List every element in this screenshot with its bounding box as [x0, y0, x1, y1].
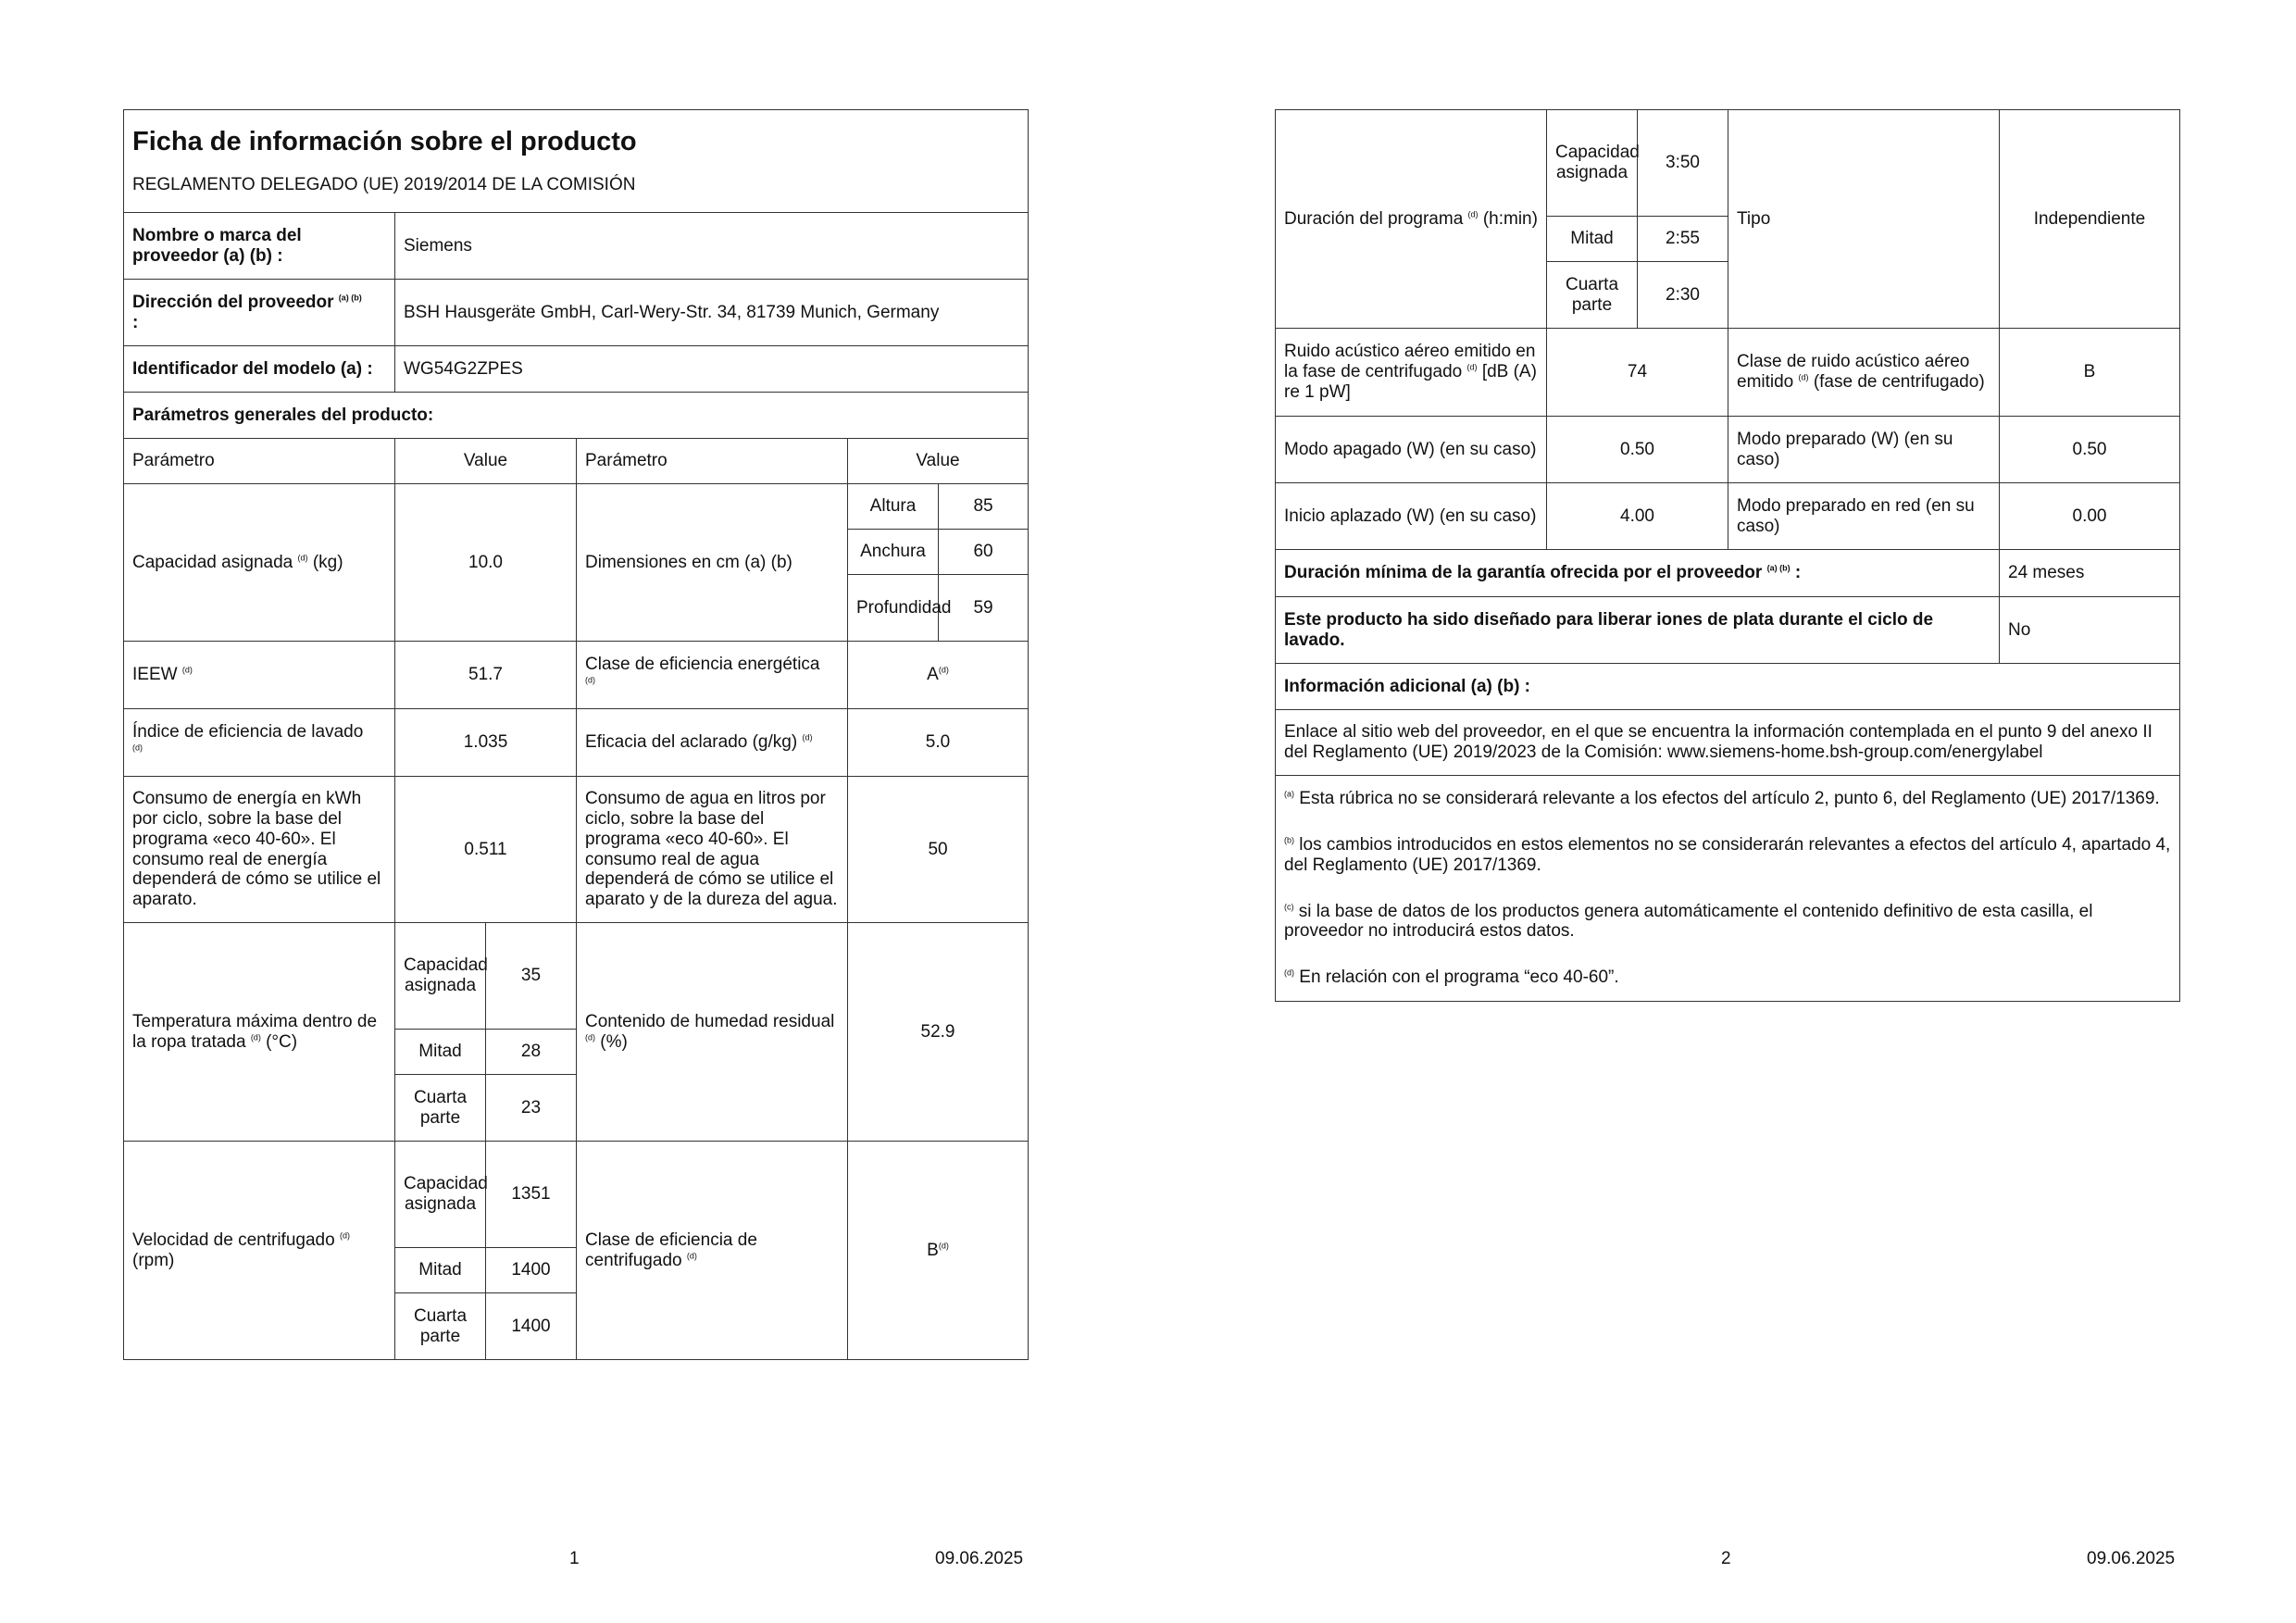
footnote-d: [1284, 968, 2171, 988]
ieew-value: 51.7: [395, 642, 577, 709]
spin-class-sup: (d): [686, 1251, 697, 1261]
spin-speed-label-cell: [124, 1142, 395, 1360]
page-number-1: 1: [569, 1549, 580, 1568]
col-header-value-2: Value: [848, 439, 1029, 484]
network-standby-label: Modo preparado en red (en su caso): [1728, 483, 2000, 550]
delay-start-label: Inicio aplazado (W) (en su caso): [1276, 483, 1547, 550]
energy-consumption-label: Consumo de energía en kWh por ciclo, sobre la base del programa «eco 40-60». El consumo real de energía dependerá de cómo se utilice el aparato.: [124, 777, 395, 923]
off-mode-label: Modo apagado (W) (en su caso): [1276, 417, 1547, 483]
capacity-sup: (d): [297, 553, 308, 563]
off-mode-value: 0.50: [1547, 417, 1728, 483]
page-date-2: 09.06.2025: [2087, 1549, 2176, 1568]
duration-unit: (h:min): [1482, 208, 1538, 229]
temperature-half-label: Mitad: [395, 1030, 486, 1075]
capacity-unit: (kg): [312, 552, 343, 572]
address-label-cell: [124, 280, 395, 346]
address-sup: (a) (b): [338, 293, 362, 303]
duration-quarter-label: Cuarta parte: [1547, 262, 1638, 329]
ieew-label-cell: [124, 642, 395, 709]
page-number-2: 2: [1721, 1549, 1731, 1568]
ieew-label: IEEW: [132, 665, 178, 685]
type-value: Independiente: [2000, 110, 2180, 329]
col-header-param: Parámetro: [124, 439, 395, 484]
temperature-rated-value: 35: [486, 923, 577, 1030]
capacity-label-cell: [124, 484, 395, 642]
wash-index-label: Índice de eficiencia de lavado: [132, 722, 364, 743]
warranty-label: Duración mínima de la garantía ofrecida por el proveedor: [1284, 563, 1763, 583]
rinse-value: 5.0: [848, 709, 1029, 777]
temperature-quarter-label: Cuarta parte: [395, 1075, 486, 1142]
address-label: Dirección del proveedor: [132, 292, 334, 312]
wash-index-sup: (d): [132, 743, 143, 753]
energy-consumption-value: 0.511: [395, 777, 577, 923]
product-info-table-page2: [1275, 109, 2180, 1002]
standby-label: Modo preparado (W) (en su caso): [1728, 417, 2000, 483]
footnote-a: [1284, 789, 2171, 809]
duration-label-cell: [1276, 110, 1547, 329]
capacity-label: Capacidad asignada: [132, 552, 293, 572]
spin-class-value: B: [927, 1240, 939, 1260]
noise-class-label-2: (fase de centrifugado): [1813, 372, 1985, 392]
spin-class-value-cell: [848, 1142, 1029, 1360]
temperature-quarter-value: 23: [486, 1075, 577, 1142]
temperature-unit: (°C): [266, 1031, 298, 1052]
model-value: WG54G2ZPES: [395, 346, 1029, 393]
footnote-c: [1284, 902, 2171, 943]
footnote-c-mark: (c): [1284, 902, 1294, 912]
spin-speed-rated-value: 1351: [486, 1142, 577, 1248]
noise-class-label-cell: [1728, 329, 2000, 417]
dimensions-label: Dimensiones en cm (a) (b): [577, 484, 848, 642]
temperature-sup: (d): [250, 1032, 261, 1042]
warranty-label-cell: [1276, 550, 2000, 597]
dimension-width-label: Anchura: [848, 530, 939, 575]
noise-class-sup: (d): [1798, 372, 1809, 382]
model-label: Identificador del modelo (a) :: [124, 346, 395, 393]
energy-class-label: Clase de eficiencia energética: [585, 655, 820, 675]
spin-class-value-sup: (d): [938, 1241, 949, 1251]
dimension-height-label: Altura: [848, 484, 939, 530]
duration-sup: (d): [1467, 209, 1479, 219]
duration-half-value: 2:55: [1638, 217, 1728, 262]
general-params-heading: Parámetros generales del producto:: [124, 393, 1029, 439]
water-consumption-value: 50: [848, 777, 1029, 923]
supplier-value: Siemens: [395, 213, 1029, 280]
silver-label: Este producto ha sido diseñado para liberar iones de plata durante el ciclo de lavado.: [1276, 597, 2000, 664]
col-header-param-2: Parámetro: [577, 439, 848, 484]
footnote-b-text: los cambios introducidos en estos elementos no se considerarán relevantes a efectos del artículo 4, apartado 4, del Reglamento (UE) 2017/1369.: [1284, 834, 2171, 875]
water-consumption-label: Consumo de agua en litros por ciclo, sobre la base del programa «eco 40-60». El consumo real de agua dependerá de cómo se utilice el aparato y de la dureza del agua.: [577, 777, 848, 923]
duration-rated-label: Capacidad asignada: [1547, 110, 1638, 217]
moisture-label-cell: [577, 923, 848, 1142]
noise-label-cell: [1276, 329, 1547, 417]
page-date-1: 09.06.2025: [935, 1549, 1024, 1568]
noise-value: 74: [1547, 329, 1728, 417]
col-header-value: Value: [395, 439, 577, 484]
spin-speed-quarter-value: 1400: [486, 1293, 577, 1360]
supplier-link-text: Enlace al sitio web del proveedor, en el que se encuentra la información contemplada en el punto 9 del anexo II del Reglamento (UE) 2019/2023 de la Comisión: www.siemens-home.bsh-group.com/energylabel: [1276, 710, 2180, 776]
temperature-half-value: 28: [486, 1030, 577, 1075]
duration-half-label: Mitad: [1547, 217, 1638, 262]
warranty-value: 24 meses: [2000, 550, 2180, 597]
temperature-label-cell: [124, 923, 395, 1142]
footnotes-cell: [1276, 776, 2180, 1002]
supplier-label: Nombre o marca del proveedor (a) (b) :: [124, 213, 395, 280]
duration-rated-value: 3:50: [1638, 110, 1728, 217]
address-colon: :: [132, 312, 139, 332]
capacity-value: 10.0: [395, 484, 577, 642]
warranty-sup: (a) (b): [1766, 563, 1791, 573]
product-info-table-page1: [123, 109, 1029, 1360]
delay-start-value: 4.00: [1547, 483, 1728, 550]
wash-index-value: 1.035: [395, 709, 577, 777]
rinse-label-cell: [577, 709, 848, 777]
moisture-label: Contenido de humedad residual: [585, 1011, 835, 1031]
additional-info-heading: Información adicional (a) (b) :: [1276, 664, 2180, 710]
standby-value: 0.50: [2000, 417, 2180, 483]
spin-speed-half-label: Mitad: [395, 1248, 486, 1293]
duration-quarter-value: 2:30: [1638, 262, 1728, 329]
rinse-label: Eficacia del aclarado (g/kg): [585, 732, 798, 753]
spin-speed-half-value: 1400: [486, 1248, 577, 1293]
noise-unit: [dB (A) re 1 pW]: [1284, 362, 1537, 402]
energy-class-value-sup: (d): [938, 665, 949, 675]
spin-speed-unit: (rpm): [132, 1250, 175, 1270]
dimension-depth-value: 59: [939, 575, 1029, 642]
dimension-depth-label: Profundidad: [848, 575, 939, 642]
footnote-a-text: Esta rúbrica no se considerará relevante a los efectos del artículo 2, punto 6, del Reglamento (UE) 2017/1369.: [1299, 789, 2160, 808]
regulation-text: REGLAMENTO DELEGADO (UE) 2019/2014 DE LA COMISIÓN: [132, 174, 636, 194]
wash-index-label-cell: [124, 709, 395, 777]
type-label: Tipo: [1728, 110, 2000, 329]
footnote-b-mark: (b): [1284, 835, 1294, 845]
moisture-sup: (d): [585, 1032, 595, 1042]
dimension-height-value: 85: [939, 484, 1029, 530]
temperature-rated-label: Capacidad asignada: [395, 923, 486, 1030]
dimension-width-value: 60: [939, 530, 1029, 575]
footnote-c-text: si la base de datos de los productos genera automáticamente el contenido definitivo de esta casilla, el proveedor no introducirá estos datos.: [1284, 901, 2093, 942]
duration-label: Duración del programa: [1284, 208, 1464, 229]
spin-class-label: Clase de eficiencia de centrifugado: [585, 1230, 757, 1270]
address-value: BSH Hausgeräte GmbH, Carl-Wery-Str. 34, 81739 Munich, Germany: [395, 280, 1029, 346]
moisture-value: 52.9: [848, 923, 1029, 1142]
noise-label: Ruido acústico aéreo emitido en la fase de centrifugado: [1284, 342, 1536, 382]
energy-class-value-cell: [848, 642, 1029, 709]
spin-class-label-cell: [577, 1142, 848, 1360]
footnote-a-mark: (a): [1284, 789, 1294, 799]
spin-speed-rated-label: Capacidad asignada: [395, 1142, 486, 1248]
noise-class-value: B: [2000, 329, 2180, 417]
warranty-colon: :: [1794, 563, 1802, 583]
noise-class-label: Clase de ruido acústico aéreo emitido: [1737, 352, 1970, 392]
energy-class-sup: (d): [585, 675, 595, 685]
header-cell: [124, 110, 1029, 213]
temperature-label: Temperatura máxima dentro de la ropa tratada: [132, 1011, 378, 1052]
spin-speed-sup: (d): [339, 1230, 350, 1241]
network-standby-value: 0.00: [2000, 483, 2180, 550]
energy-class-label-cell: [577, 642, 848, 709]
silver-value: No: [2000, 597, 2180, 664]
footnote-b: [1284, 835, 2171, 876]
moisture-unit: (%): [600, 1031, 628, 1052]
energy-class-value: A: [927, 665, 939, 685]
rinse-sup: (d): [802, 732, 813, 743]
page-title: Ficha de información sobre el producto: [132, 127, 637, 157]
spin-speed-quarter-label: Cuarta parte: [395, 1293, 486, 1360]
noise-sup: (d): [1466, 362, 1478, 372]
footnote-d-mark: (d): [1284, 968, 1294, 978]
spin-speed-label: Velocidad de centrifugado: [132, 1230, 335, 1250]
footnote-d-text: En relación con el programa “eco 40-60”.: [1299, 968, 1619, 988]
ieew-sup: (d): [181, 665, 193, 675]
